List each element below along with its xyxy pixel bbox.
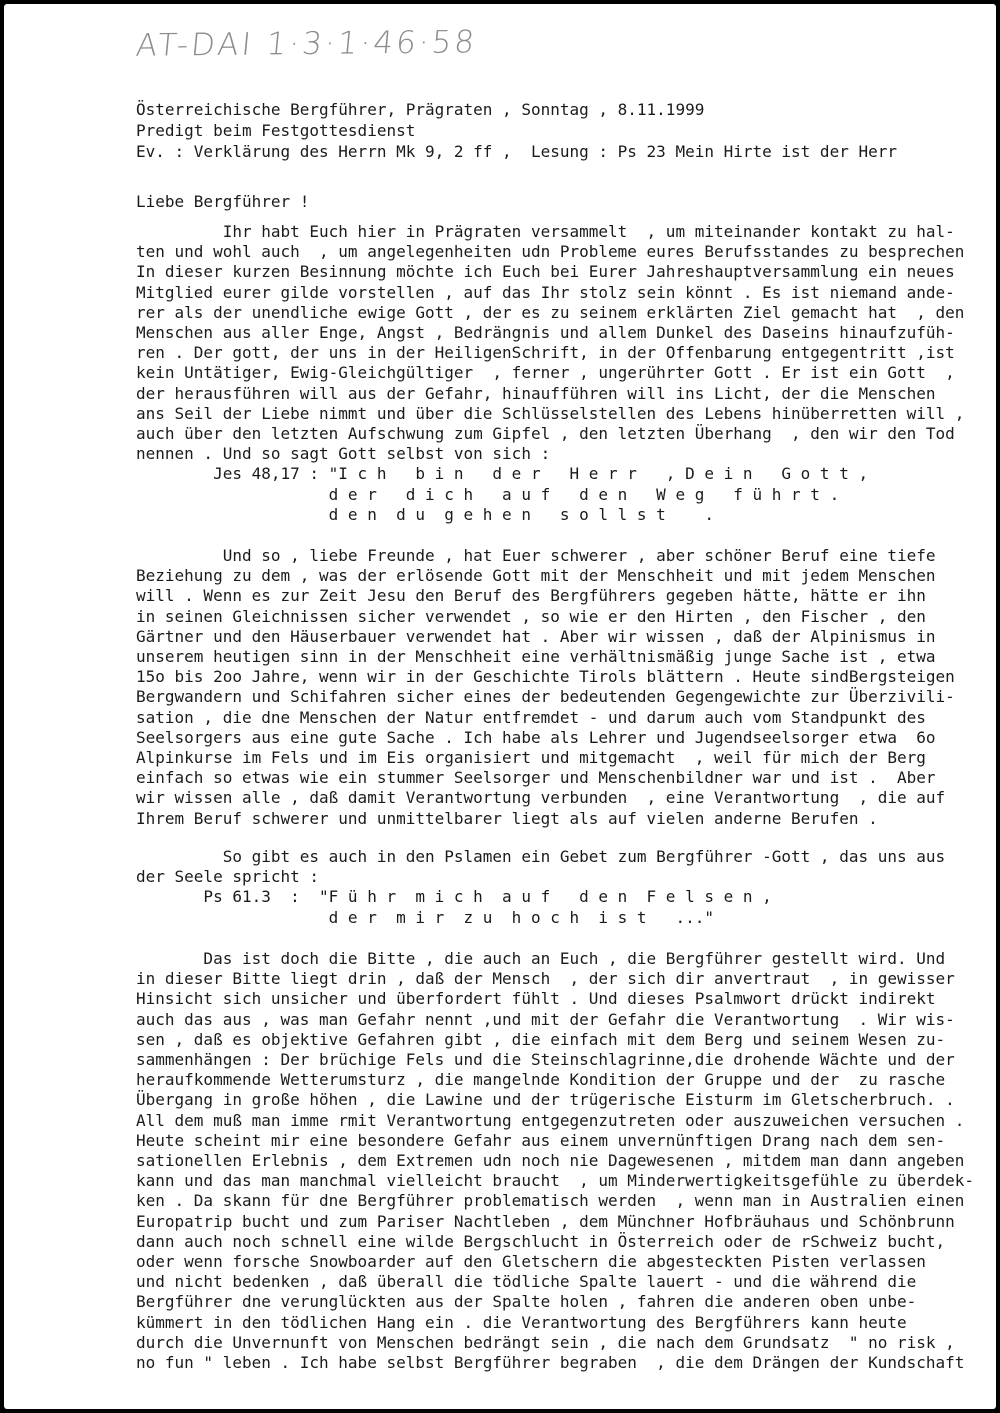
text-line: oder wenn forsche Snowboarder auf den Gletschern die abgesteckten Pisten verlassen — [136, 1252, 926, 1272]
text-line: sationellen Erlebnis , dem Extremen udn noch nie Dagewesenen , mitdem man dann angeben — [136, 1151, 965, 1171]
text-line: und nicht bedenken , daß überall die tödliche Spalte lauert - und die während die — [136, 1272, 917, 1292]
text-line: So gibt es auch in den Pslamen ein Gebet zum Bergführer -Gott , das uns aus — [136, 847, 946, 866]
text-line: wir wissen alle , daß damit Verantwortung verbunden , eine Verantwortung , die auf — [136, 788, 946, 808]
text-line: Hinsicht sich unsicher und überfordert fühlt . Und dieses Psalmwort drückt indirekt — [136, 989, 936, 1009]
text-line: In dieser kurzen Besinnung möchte ich Euch bei Eurer Jahreshauptversammlung ein neues — [136, 262, 955, 282]
text-line: Gärtner und den Häuserbauer verwendet hat . Aber wir wissen , daß der Alpinismus in — [136, 626, 936, 646]
text-line: auch über den letzten Aufschwung zum Gipfel , den letzten Überhang , den wir den Tod — [136, 424, 955, 444]
text-line: Und so , liebe Freunde , hat Euer schwerer , aber schöner Beruf eine tiefe — [136, 546, 936, 565]
text-line: Seelsorgers aus eine gute Sache . Ich habe als Lehrer und Jugendseelsorger etwa 6o — [136, 727, 936, 747]
text-line: einfach so etwas wie ein stummer Seelsorger und Menschenbildner war und ist . Aber — [136, 768, 936, 788]
text-line: Menschen aus aller Enge, Angst , Bedrängnis und allem Dunkel des Daseins hinaufzufüh- — [136, 323, 955, 343]
paragraph — [136, 222, 964, 525]
text-line: Beziehung zu dem , was der erlösende Gott mit der Menschheit und mit jedem Menschen — [136, 566, 936, 586]
text-line: unserem heutigen sinn in der Menschheit eine verhältnismäßig junge Sache ist , etwa — [136, 647, 936, 667]
text-line: der herausführen will aus der Gefahr, hinaufführen will ins Licht, der die Menschen — [136, 383, 936, 403]
paragraph — [136, 949, 974, 1373]
text-line: dann auch noch schnell eine wilde Bergschlucht in Österreich oder de rSchweiz bucht, — [136, 1231, 946, 1251]
text-line: Ihrem Beruf schwerer und unmittelbarer liegt als auf vielen anderne Berufen . — [136, 808, 878, 828]
header-line-1: Österreichische Bergführer, Prägraten , Sonntag , 8.11.1999 — [136, 100, 705, 119]
document-header — [136, 99, 897, 162]
text-line: Europatrip bucht und zum Pariser Nachtleben , dem Münchner Hofbräuhaus und Schönbrunn — [136, 1211, 955, 1231]
text-line: in dieser Bitte liegt drin , daß der Mensch , der sich dir anvertraut , in gewisser — [136, 969, 955, 989]
text-line: 15o bis 2oo Jahre, wenn wir in der Geschichte Tirols blättern . Heute sindBergsteigen — [136, 667, 955, 687]
text-line: Ihr habt Euch hier in Prägraten versammelt , um miteinander kontakt zu hal- — [136, 222, 955, 241]
text-line: Bergwandern und Schifahren sicher eines der bedeutenden Gegengewichte zur Überzivili- — [136, 687, 955, 707]
text-line: der Seele spricht : — [136, 867, 320, 887]
text-line: Mitglied eurer gilde vorstellen , auf das Ihr stolz sein könnt . Es ist niemand ande- — [136, 282, 955, 302]
text-line: Übergang in große höhen , die Lawine und der trügerische Eisturm im Gletscherbruch. . — [136, 1090, 955, 1110]
text-line: will . Wenn es zur Zeit Jesu den Beruf des Bergführers gegeben hätte, hätte er ihn — [136, 586, 926, 606]
text-line: ans Seil der Liebe nimmt und über die Schlüsselstellen des Lebens hinüberretten will , — [136, 403, 965, 423]
text-line: durch die Unvernunft von Menschen bedrängt sein , die nach dem Grundsatz " no risk , — [136, 1332, 955, 1352]
salutation-text: Liebe Bergführer ! — [136, 192, 310, 211]
text-line: ten und wohl auch , um angelegenheiten udn Probleme eures Berufsstandes zu besprechen — [136, 242, 965, 262]
text-line: kümmert in den tödlichen Hang ein . die Verantwortung des Bergführers kann heute — [136, 1312, 907, 1332]
text-line: auch das aus , was man Gefahr nennt ,und mit der Gefahr die Verantwortung . Wir wis- — [136, 1009, 955, 1029]
text-line: All dem muß man imme rmit Verantwortung entgegenzutreten oder auszuweichen versuchen . — [136, 1110, 965, 1130]
quote-line: Ps 61.3 : "F ü h r m i c h a u f d e n F e l s e n , — [136, 887, 772, 907]
header-line-2: Predigt beim Festgottesdienst — [136, 121, 416, 140]
text-line: Das ist doch die Bitte , die auch an Euch , die Bergführer gestellt wird. Und — [136, 949, 946, 968]
text-line: kein Untätiger, Ewig-Gleichgültiger , ferner , ungerührter Gott . Er ist ein Gott , — [136, 363, 955, 383]
text-line: kann und das man manchmal vielleicht braucht , um Minderwertigkeitsgefühle zu überdek- — [136, 1171, 975, 1191]
paragraph — [136, 546, 955, 829]
document-page — [4, 4, 996, 1409]
quote-line: Jes 48,17 : "I c h b i n d e r H e r r , D e i n G o t t , — [136, 464, 869, 484]
text-line: sammenhängen : Der brüchige Fels und die Steinschlagrinne,die drohende Wächte und der — [136, 1050, 955, 1070]
text-line: ken . Da skann für dne Bergführer problematisch werden , wenn man in Australien einen — [136, 1191, 965, 1211]
quote-line: d e r d i c h a u f d e n W e g f ü h r t . — [136, 484, 840, 504]
text-line: nennen . Und so sagt Gott selbst von sich : — [136, 444, 551, 464]
quote-line: d e n d u g e h e n s o l l s t . — [136, 504, 714, 524]
header-line-3: Ev. : Verklärung des Herrn Mk 9, 2 ff , Lesung : Ps 23 Mein Hirte ist der Herr — [136, 142, 897, 161]
text-line: sation , die dne Menschen der Natur entfremdet - und darum auch vom Standpunkt des — [136, 707, 926, 727]
text-line: ren . Der gott, der uns in der HeiligenSchrift, in der Offenbarung entgegentritt ,ist — [136, 343, 955, 363]
text-line: rer als der unendliche ewige Gott , der es zu seinem erklärten Ziel gemacht hat , den — [136, 302, 965, 322]
salutation — [136, 192, 309, 212]
text-line: heraufkommende Wetterumsturz , die mangelnde Kondition der Gruppe und der zu rasche — [136, 1070, 946, 1090]
archive-signature: AT-DAI 1·3·1·46·58 — [134, 24, 479, 64]
text-line: Bergführer dne verunglückten aus der Spalte holen , fahren die anderen oben unbe- — [136, 1292, 917, 1312]
quote-line: d e r m i r z u h o c h i s t ..." — [136, 907, 714, 927]
text-line: sen , daß es objektive Gefahren gibt , die einfach mit dem Berg und seinem Wesen zu- — [136, 1029, 946, 1049]
text-line: Heute scheint mir eine besondere Gefahr aus einem unvernünftigen Drang nach dem sen- — [136, 1130, 946, 1150]
text-line: no fun " leben . Ich habe selbst Bergführer begraben , die dem Drängen der Kundschaft — [136, 1353, 965, 1373]
text-line: in seinen Gleichnissen sicher verwendet , so wie er den Hirten , den Fischer , den — [136, 606, 926, 626]
text-line: Alpinkurse im Fels und im Eis organisiert und mitgemacht , weil für mich der Berg — [136, 748, 926, 768]
paragraph — [136, 847, 945, 928]
